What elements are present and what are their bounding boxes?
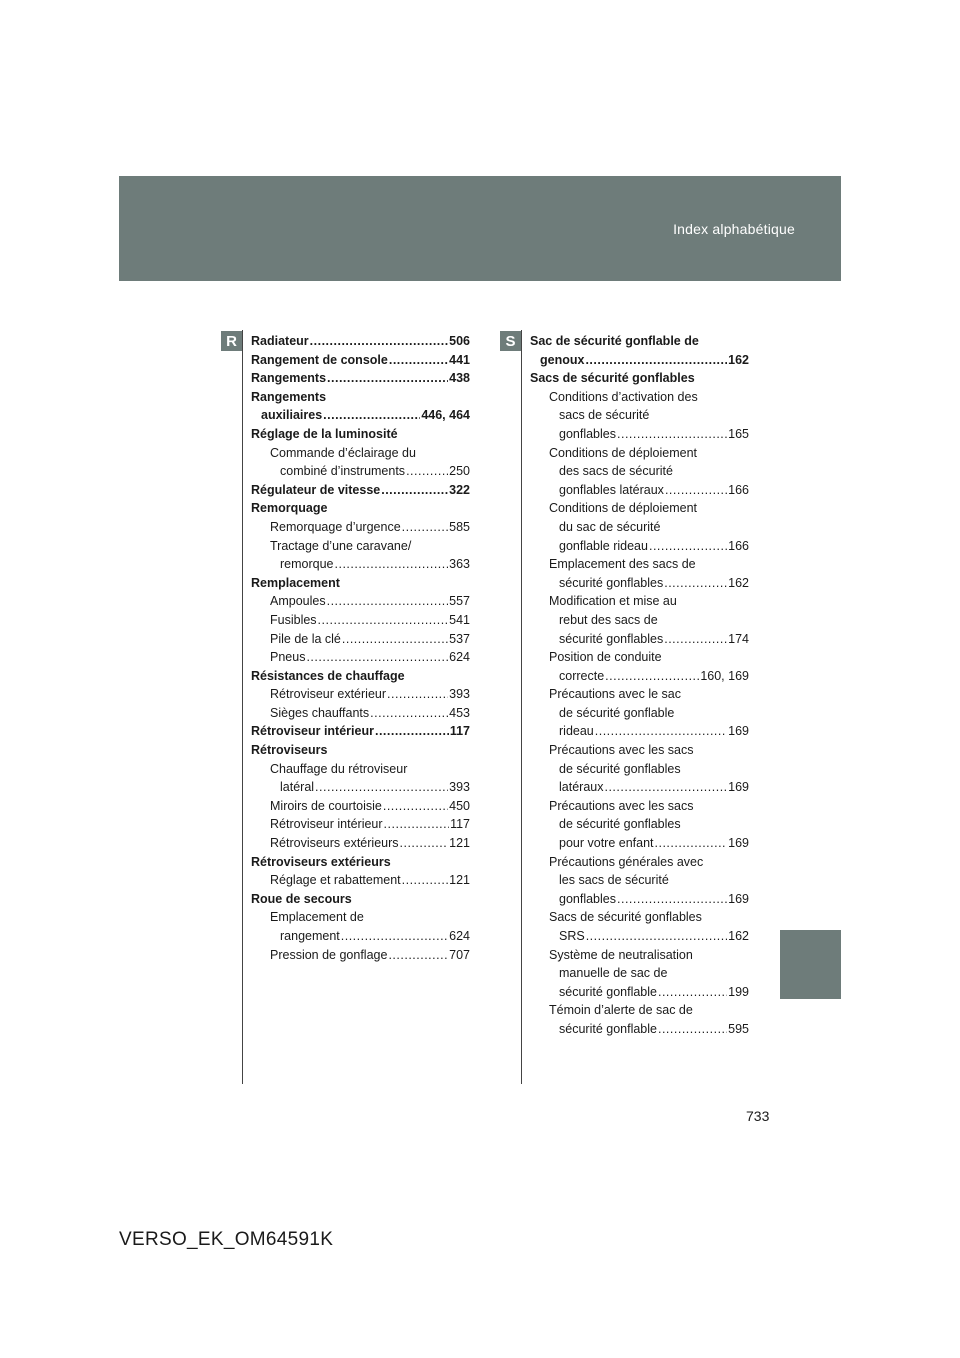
index-entry-text: Réglage et rabattement <box>270 873 401 888</box>
index-entry-page: 169 <box>728 836 749 851</box>
index-entry <box>251 890 470 909</box>
index-entry-page: 624 <box>449 650 470 665</box>
index-entry <box>530 574 749 593</box>
index-column-s <box>530 332 749 1039</box>
dot-leader <box>665 481 727 500</box>
index-entry-text: Radiateur <box>251 334 309 348</box>
index-entry <box>251 908 470 927</box>
index-entry <box>530 537 749 556</box>
index-entry <box>530 518 749 537</box>
index-column-r <box>251 332 470 964</box>
index-entry <box>251 592 470 611</box>
index-entry <box>251 815 470 834</box>
index-entry-text: Rétroviseur intérieur <box>251 724 374 739</box>
index-entry <box>530 704 749 723</box>
index-entry <box>251 685 470 704</box>
index-entry-text: Commande d’éclairage du <box>270 445 416 460</box>
index-entry-text: sécurité gonflables <box>559 631 664 646</box>
index-entry-text: Rangement de console <box>251 352 388 367</box>
index-entry-text: auxiliaires <box>261 408 323 423</box>
index-entry <box>530 815 749 834</box>
index-entry-page: 199 <box>728 984 749 999</box>
index-entry <box>530 964 749 983</box>
index-entry <box>530 555 749 574</box>
index-entry-text: Rétroviseur extérieur <box>270 687 387 702</box>
index-entry-page: 707 <box>449 947 470 962</box>
dot-leader <box>327 369 448 388</box>
dot-leader <box>342 630 448 649</box>
index-entry <box>251 722 470 741</box>
index-entry-page: 169 <box>728 891 749 906</box>
index-entry-text: Sacs de sécurité gonflables <box>549 910 702 925</box>
dot-leader <box>327 592 449 611</box>
index-entry <box>251 853 470 872</box>
dot-leader <box>402 518 449 537</box>
index-entry-page: 174 <box>728 631 749 646</box>
index-entry <box>530 927 749 946</box>
index-entry <box>251 351 470 370</box>
page-number: 733 <box>746 1108 770 1124</box>
header-band <box>119 176 841 281</box>
index-entry-text: Résistances de chauffage <box>251 668 405 683</box>
index-entry <box>530 630 749 649</box>
index-entry <box>530 332 749 351</box>
index-entry <box>251 871 470 890</box>
index-entry-page: 585 <box>449 519 470 534</box>
dot-leader <box>595 722 727 741</box>
dot-leader <box>315 778 448 797</box>
dot-leader <box>402 871 449 890</box>
index-entry-text: Rétroviseur intérieur <box>270 817 383 832</box>
index-entry-text: Précautions avec les sacs <box>549 798 694 813</box>
index-entry-text: Remorquage d’urgence <box>270 519 401 534</box>
index-entry-text: remorque <box>280 557 334 572</box>
index-entry <box>530 425 749 444</box>
dot-leader <box>649 537 727 556</box>
index-entry <box>530 1020 749 1039</box>
dot-leader <box>387 685 448 704</box>
index-entry-text: Position de conduite <box>549 650 662 665</box>
index-entry-page: 166 <box>728 482 749 497</box>
index-entry-text: Rétroviseurs <box>251 743 328 758</box>
dot-leader <box>604 778 727 797</box>
index-entry <box>530 778 749 797</box>
column-rule-left <box>242 330 243 1084</box>
index-entry-text: latéral <box>280 780 315 795</box>
index-entry <box>530 834 749 853</box>
index-entry-text: pour votre enfant <box>559 836 654 851</box>
index-entry-text: rideau <box>559 724 594 739</box>
index-entry-text: Pile de la clé <box>270 631 341 646</box>
index-entry-page: 393 <box>449 780 470 795</box>
dot-leader <box>605 667 699 686</box>
index-entry <box>251 518 470 537</box>
index-entry <box>530 369 749 388</box>
index-entry-text: combiné d’instruments <box>280 464 406 479</box>
index-entry-text: sacs de sécurité <box>559 408 650 423</box>
index-entry <box>251 667 470 686</box>
dot-leader <box>389 351 448 370</box>
index-entry <box>251 481 470 500</box>
index-entry-page: 322 <box>449 482 470 497</box>
index-entry <box>530 722 749 741</box>
index-entry-text: Miroirs de courtoisie <box>270 798 382 813</box>
index-entry-text: SRS <box>559 929 585 943</box>
index-entry-page: 250 <box>449 464 470 479</box>
index-entry-text: Système de neutralisation <box>549 947 693 962</box>
index-entry-text: sécurité gonflable <box>559 1021 657 1036</box>
index-entry-text: du sac de sécurité <box>559 519 661 534</box>
index-entry-text: Rétroviseurs extérieurs <box>270 836 399 851</box>
index-entry-text: Sacs de sécurité gonflables <box>530 371 695 386</box>
dot-leader <box>586 927 727 946</box>
index-entry-page: 162 <box>728 929 749 943</box>
index-entry-text: manuelle de sac de <box>559 966 668 981</box>
index-entry-text: Régulateur de vitesse <box>251 482 381 497</box>
index-entry <box>251 760 470 779</box>
section-letter-s: S <box>500 331 521 351</box>
index-entry-page: 160, 169 <box>700 668 749 683</box>
index-entry <box>530 908 749 927</box>
index-entry <box>530 890 749 909</box>
index-entry-page: 506 <box>449 334 470 348</box>
index-entry-text: gonflable rideau <box>559 538 648 553</box>
dot-leader <box>585 351 727 370</box>
index-entry-text: les sacs de sécurité <box>559 873 669 888</box>
index-entry-text: Rétroviseurs extérieurs <box>251 854 391 869</box>
index-entry <box>251 444 470 463</box>
dot-leader <box>341 927 448 946</box>
index-entry-text: Remplacement <box>251 575 340 590</box>
dot-leader <box>406 462 448 481</box>
index-entry-text: Emplacement des sacs de <box>549 557 696 572</box>
index-entry-text: latéraux <box>559 780 604 795</box>
index-entry <box>251 425 470 444</box>
dot-leader <box>375 722 449 741</box>
index-entry-page: 453 <box>449 705 470 720</box>
index-entry <box>530 388 749 407</box>
index-entry-page: 166 <box>728 538 749 553</box>
dot-leader <box>400 834 449 853</box>
index-entry <box>251 388 470 407</box>
index-entry-text: Roue de secours <box>251 891 352 906</box>
index-entry-page: 438 <box>449 371 470 386</box>
dot-leader <box>306 648 448 667</box>
document-code: VERSO_EK_OM64591K <box>119 1229 334 1250</box>
index-entry-page: 162 <box>728 575 749 590</box>
index-entry <box>530 481 749 500</box>
index-entry <box>251 499 470 518</box>
index-entry <box>251 778 470 797</box>
index-entry <box>251 630 470 649</box>
index-entry-page: 121 <box>449 873 470 888</box>
index-entry <box>251 704 470 723</box>
dot-leader <box>664 630 727 649</box>
index-entry-text: Réglage de la luminosité <box>251 426 398 441</box>
index-entry-text: Rangements <box>251 389 327 404</box>
index-entry-page: 595 <box>728 1021 749 1036</box>
index-entry <box>251 332 470 351</box>
index-entry-text: Conditions de déploiement <box>549 501 698 516</box>
index-entry <box>251 462 470 481</box>
index-entry-text: rebut des sacs de <box>559 612 658 627</box>
index-entry-page: 117 <box>449 724 470 739</box>
index-entry <box>251 927 470 946</box>
index-entry-text: Modification et mise au <box>549 594 677 609</box>
section-letter-r: R <box>221 331 242 351</box>
index-entry <box>251 946 470 965</box>
index-entry <box>251 797 470 816</box>
index-entry <box>530 946 749 965</box>
index-entry-page: 393 <box>449 687 470 702</box>
index-entry <box>251 834 470 853</box>
index-entry-text: Précautions générales avec <box>549 854 704 869</box>
index-entry-text: Tractage d’une caravane/ <box>270 538 412 553</box>
index-entry <box>530 797 749 816</box>
index-entry-text: Conditions de déploiement <box>549 445 698 460</box>
index-entry <box>251 648 470 667</box>
index-entry-text: Précautions avec le sac <box>549 687 682 702</box>
dot-leader <box>370 704 448 723</box>
dot-leader <box>658 1020 727 1039</box>
index-entry <box>251 406 470 425</box>
dot-leader <box>383 797 448 816</box>
index-entry <box>530 462 749 481</box>
index-entry-page: 450 <box>449 798 470 813</box>
index-entry <box>530 853 749 872</box>
index-entry-text: Pression de gonflage <box>270 947 388 962</box>
dot-leader <box>664 574 727 593</box>
index-entry <box>530 351 749 370</box>
index-entry-text: gonflables <box>559 891 616 906</box>
index-entry-text: gonflables latéraux <box>559 482 664 497</box>
index-entry-page: 446, 464 <box>421 408 470 423</box>
index-entry-text: Ampoules <box>270 594 326 609</box>
index-entry-text: de sécurité gonflable <box>559 705 675 720</box>
index-entry-text: Fusibles <box>270 612 317 627</box>
section-thumb-tab <box>780 930 841 999</box>
index-entry <box>530 1001 749 1020</box>
index-entry-page: 537 <box>449 631 470 646</box>
index-entry <box>530 871 749 890</box>
index-entry <box>530 444 749 463</box>
index-entry-page: 165 <box>728 426 749 441</box>
index-entry-page: 541 <box>449 612 470 627</box>
index-entry-text: Précautions avec les sacs <box>549 743 694 758</box>
index-entry-text: Conditions d’activation des <box>549 389 698 404</box>
dot-leader <box>655 834 728 853</box>
dot-leader <box>384 815 450 834</box>
index-entry <box>251 537 470 556</box>
index-entry-text: Chauffage du rétroviseur <box>270 761 408 776</box>
column-rule-right <box>521 330 522 1084</box>
index-entry-page: 121 <box>449 836 470 851</box>
index-entry <box>530 667 749 686</box>
index-entry <box>530 983 749 1002</box>
index-entry-text: de sécurité gonflables <box>559 761 681 776</box>
dot-leader <box>658 983 727 1002</box>
index-entry-text: Sac de sécurité gonflable de <box>530 334 699 348</box>
index-entry <box>251 574 470 593</box>
index-entry-page: 117 <box>450 817 470 832</box>
index-entry <box>251 369 470 388</box>
index-entry-page: 162 <box>728 352 749 367</box>
index-entry-text: Rangements <box>251 371 327 386</box>
index-entry-text: Pneus <box>270 650 306 665</box>
dot-leader <box>318 611 449 630</box>
index-entry-text: gonflables <box>559 426 616 441</box>
dot-leader <box>388 946 448 965</box>
index-entry <box>530 685 749 704</box>
index-entry-text: Remorquage <box>251 501 328 516</box>
index-entry-text: de sécurité gonflables <box>559 817 681 832</box>
index-entry <box>530 592 749 611</box>
index-entry <box>251 555 470 574</box>
index-entry-text: Emplacement de <box>270 910 364 925</box>
index-entry <box>530 760 749 779</box>
index-entry <box>251 741 470 760</box>
index-entry <box>530 499 749 518</box>
index-entry <box>530 611 749 630</box>
index-entry-text: genoux <box>540 352 585 367</box>
index-entry-text: rangement <box>280 929 340 943</box>
dot-leader <box>310 332 448 351</box>
dot-leader <box>617 890 727 909</box>
index-entry-text: des sacs de sécurité <box>559 464 673 479</box>
index-entry-page: 169 <box>728 780 749 795</box>
dot-leader <box>323 406 420 425</box>
index-entry-page: 557 <box>449 594 470 609</box>
index-entry-text: sécurité gonflables <box>559 575 664 590</box>
index-entry-text: Sièges chauffants <box>270 705 370 720</box>
header-title: Index alphabétique <box>673 221 795 237</box>
index-entry-page: 441 <box>449 352 470 367</box>
index-entry <box>530 648 749 667</box>
index-entry <box>530 406 749 425</box>
index-entry-text: correcte <box>559 668 605 683</box>
index-entry-page: 624 <box>449 929 470 943</box>
dot-leader <box>617 425 727 444</box>
index-entry-text: sécurité gonflable <box>559 984 657 999</box>
index-entry <box>251 611 470 630</box>
index-entry-text: Témoin d’alerte de sac de <box>549 1003 693 1018</box>
index-entry <box>530 741 749 760</box>
dot-leader <box>335 555 449 574</box>
dot-leader <box>381 481 448 500</box>
index-entry-page: 363 <box>449 557 470 572</box>
index-entry-page: 169 <box>728 724 749 739</box>
